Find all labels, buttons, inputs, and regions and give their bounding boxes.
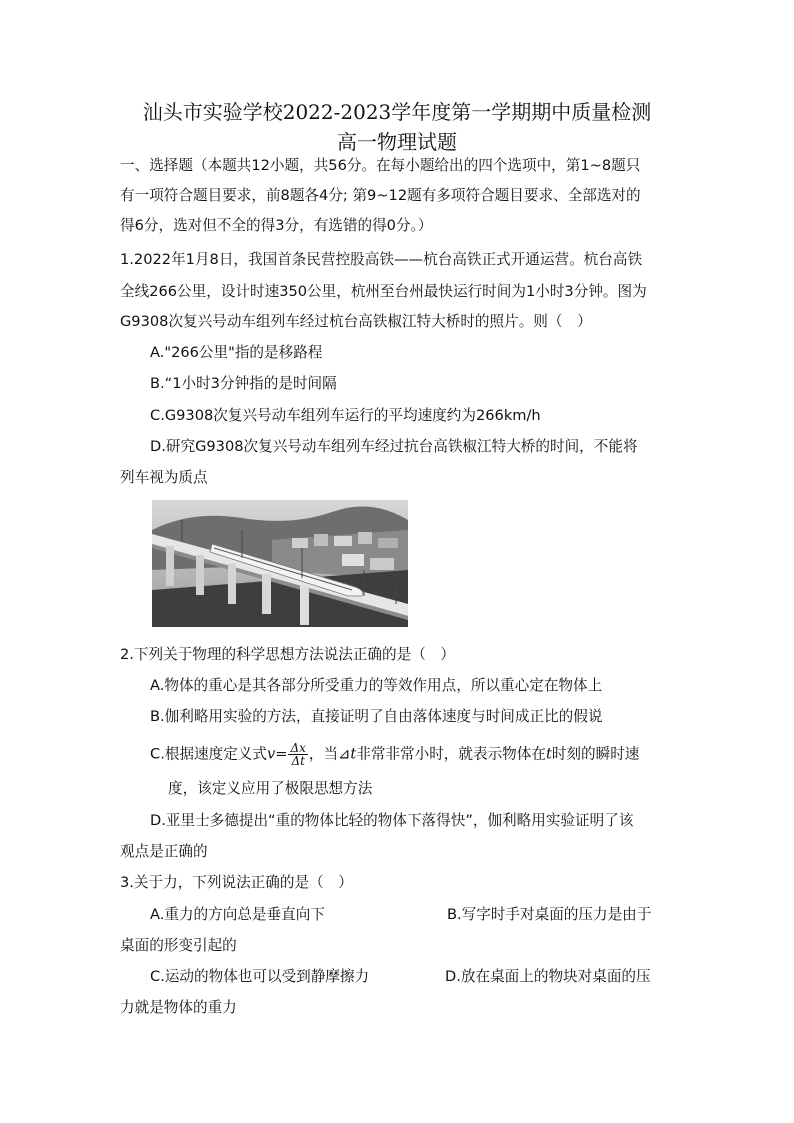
question-3-option-d-line2: 力就是物体的重力	[120, 999, 237, 1016]
train-bridge-photo	[152, 500, 408, 627]
question-1-option-a: A."266公里"指的是移路程	[150, 344, 323, 361]
question-1-option-d-line1: D.研究G9308次复兴号动车组列车经过抗台高铁椒江特大桥的时间，不能将	[150, 438, 638, 455]
question-1-option-d-line2: 列车视为质点	[120, 469, 208, 486]
section-instructions-line2: 有一项符合题目要求，前8题各4分; 第9~12题有多项符合题目要求、全部选对的	[120, 187, 641, 204]
question-3-option-b-line1: B.写字时手对桌面的压力是由于	[447, 906, 652, 923]
velocity-symbol: v	[267, 745, 276, 763]
question-1-stem-line1: 1.2022年1月8日，我国首条民营控股高铁——杭台高铁正式开通运营。杭台高铁	[120, 251, 643, 268]
time-symbol-2: t	[545, 745, 552, 763]
question-2-option-b: B.伽利略用实验的方法，直接证明了自由落体速度与时间成正比的假说	[150, 708, 603, 725]
question-2-option-c-line1	[150, 742, 639, 767]
section-instructions-line1: 一、选择题（本题共12小题，共56分。在每小题给出的四个选项中，第1~8题只	[120, 157, 641, 174]
option-c-mid: ，当⊿	[308, 745, 351, 763]
option-c-prefix: C.根据速度定义式	[150, 745, 267, 763]
question-3-stem: 3.关于力，下列说法正确的是（ ）	[120, 874, 353, 891]
velocity-fraction	[288, 742, 307, 767]
section-instructions-line3: 得6分，选对但不全的得3分，有选错的得0分。）	[120, 217, 433, 234]
exam-subtitle: 高一物理试题	[337, 130, 457, 154]
question-1-option-b: B.“1小时3分钟指的是时间隔	[150, 375, 337, 392]
question-3-option-d-line1: D.放在桌面上的物块对桌面的压	[445, 968, 651, 985]
question-1-stem-line2: 全线266公里，设计时速350公里，杭州至台州最快运行时间为1小时3分钟。图为	[120, 283, 647, 300]
question-3-option-c: C.运动的物体也可以受到静摩擦力	[150, 968, 370, 985]
option-c-mid2: 非常非常小时，就表示物体在	[356, 745, 546, 763]
question-1-option-c: C.G9308次复兴号动车组列车运行的平均速度约为266km/h	[150, 407, 541, 424]
equals-sign: =	[275, 745, 288, 763]
question-2-option-d-line1: D.亚里士多德提出“重的物体比轻的物体下落得快”，伽利略用实验证明了该	[150, 812, 634, 829]
question-3-option-b-line2: 桌面的形变引起的	[120, 937, 237, 954]
question-2-option-d-line2: 观点是正确的	[120, 843, 208, 860]
fraction-denominator: Δt	[291, 754, 305, 768]
question-2-stem: 2.下列关于物理的科学思想方法说法正确的是（ ）	[120, 646, 455, 663]
exam-title: 汕头市实验学校2022-2023学年度第一学期期中质量检测	[142, 100, 652, 124]
question-2-option-a: A.物体的重心是其各部分所受重力的等效作用点，所以重心定在物体上	[150, 677, 603, 694]
fraction-numerator: Δx	[290, 741, 306, 755]
time-symbol-1: t	[350, 745, 357, 763]
question-3-option-a: A.重力的方向总是垂直向下	[150, 906, 325, 923]
option-c-suffix: 时刻的瞬时速	[551, 745, 640, 763]
question-2-option-c-line2: 度，该定义应用了极限思想方法	[168, 780, 373, 797]
question-1-stem-line3: G9308次复兴号动车组列车经过杭台高铁椒江特大桥时的照片。则（ ）	[120, 313, 592, 330]
